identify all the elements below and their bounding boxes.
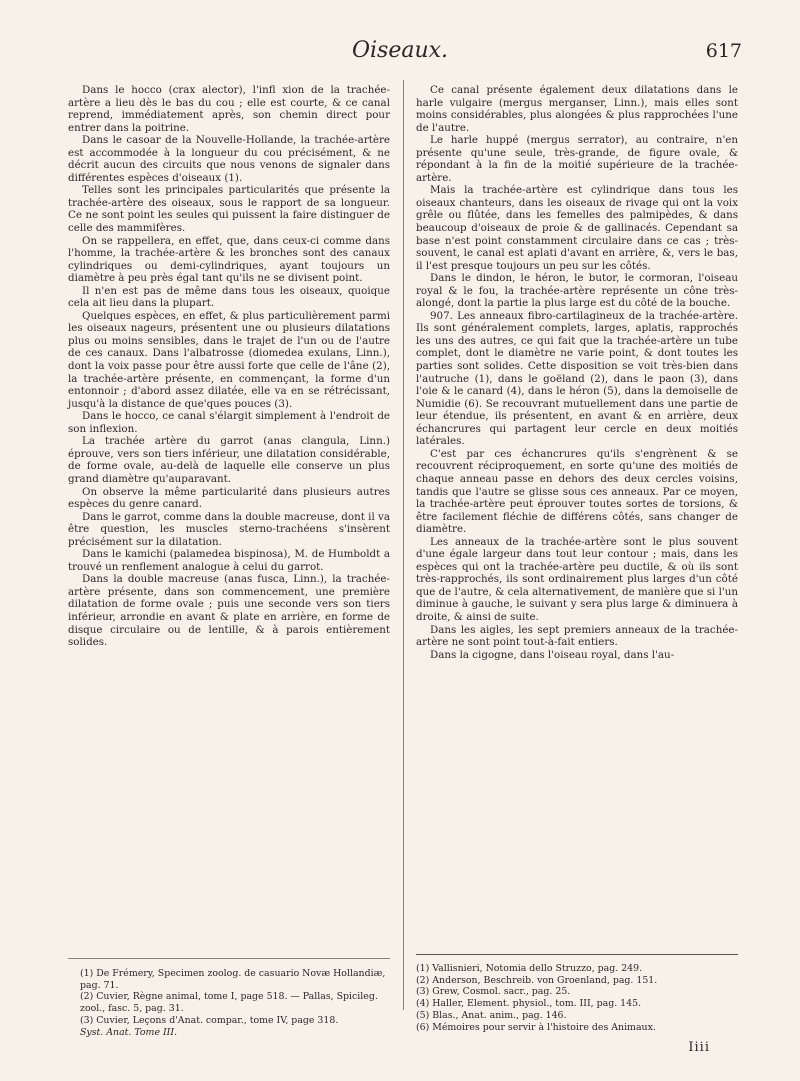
paragraph: Dans le casoar de la Nouvelle-Hollande, la trachée-artère est accommodée à la longueur du cou précisément, & ne décrit aucun des circuits que nous venons de signaler dans différentes espèces d'oiseaux (1). bbox=[68, 134, 390, 184]
footnote-rule bbox=[416, 954, 738, 955]
footnote: (2) Anderson, Beschreib. von Groenland, pag. 151. bbox=[416, 974, 658, 986]
paragraph: Dans la cigogne, dans l'oiseau royal, dans l'au- bbox=[430, 648, 675, 661]
page-number: 617 bbox=[705, 40, 742, 62]
paragraph: Dans le garrot, comme dans la double macreuse, dont il va être question, les muscles sterno-trachéens s'insèrent précisément sur la dilatation. bbox=[68, 510, 390, 548]
page-title: Oiseaux. bbox=[351, 38, 449, 63]
footnote: (2) Cuvier, Règne animal, tome I, page 518. — Pallas, Spicileg. zool., fasc. 5, pag. 31. bbox=[80, 991, 378, 1015]
footnote-rule bbox=[68, 958, 390, 959]
paragraph: Dans le hocco (crax alector), l'infl xion de la trachée-artère a lieu dès le bas du cou ; elle est courte, & ce canal reprend, immédiatement après, son chemin direct pour entrer dans la poitrine. bbox=[68, 84, 390, 134]
paragraph: Dans le dindon, le héron, le butor, le cormoran, l'oiseau royal & le fou, la trachée-artère représente un cône très-alongé, dont la partie la plus large est du côté de la bouche. bbox=[416, 272, 738, 310]
paragraph: Dans les aigles, les sept premiers anneaux de la trachée-artère ne sont point tout-à-fait entiers. bbox=[416, 623, 738, 649]
paragraph: Quelques espèces, en effet, & plus particulièrement parmi les oiseaux nageurs, présentent une ou plusieurs dilatations plus ou moins sensibles, dans le trajet de l'un ou de l'autre de ces canaux. Dans l'albatrosse (diomedea exulans, Linn.), dont la voix passe pour être aussi forte que celle de l'âne (2), la trachée-artère présente, en commençant, la forme d'un entonnoir ; d'abord assez dilatée, elle va en se rétrécissant, jusqu'à la distance de que'ques pouces (3). bbox=[68, 309, 390, 410]
gathering-signature: Iiii bbox=[688, 1040, 710, 1055]
paragraph: On se rappellera, en effet, que, dans ceux-ci comme dans l'homme, la trachée-artère & les bronches sont des canaux cylindriques ou demi-cylindriques, ayant toujours un diamètre à peu près égal tant qu'ils ne se divisent point. bbox=[68, 234, 390, 285]
footnote: (1) De Frémery, Specimen zoolog. de casuario Novæ Hollandiæ, pag. 71. bbox=[80, 968, 386, 991]
right-column bbox=[416, 84, 738, 661]
paragraph: Dans le kamichi (palamedea bispinosa), M. de Humboldt a trouvé un renflement analogue à celui du garrot. bbox=[68, 548, 390, 573]
section-paragraph: 907. Les anneaux fibro-cartilagineux de la trachée-artère. Ils sont généralement complets, larges, aplatis, rapprochés les uns des autres, ce qui fait que la trachée-artère un tube complet, dont le diamètre ne varie point, & dont toutes les parties sont solides. Cette disposition se voit très-bien dans l'autruche (1), dans le goëland (2), dans le paon (3), dans l'oie & le canard (4), dans le héron (5), dans la demoiselle de Numidie (6). Se recouvrant mutuellement dans une partie de leur étendue, ils présentent, en avant & en arrière, deux échancrures qui partagent leur cercle en deux moitiés latérales. bbox=[416, 309, 738, 448]
paragraph: On observe la même particularité dans plusieurs autres espèces du genre canard. bbox=[68, 485, 390, 511]
footnote: (1) Vallisnieri, Notomia dello Struzzo, pag. 249. bbox=[416, 963, 643, 974]
paragraph: Il n'en est pas de même dans tous les oiseaux, quoique cela ait lieu dans la plupart. bbox=[68, 284, 390, 310]
left-footnotes bbox=[68, 968, 390, 1038]
paragraph: Mais la trachée-artère est cylindrique dans tous les oiseaux chanteurs, dans les oiseaux de rivage qui ont la voix grêle ou flûtée, dans les femelles des palmipèdes, & dans beaucoup d'oiseaux de proie & de gallinacés. Cependant sa base n'est point constamment circulaire dans ce cas ; très-souvent, le canal est aplati d'avant en arrière, &, vers le bas, il l'est presque toujours un peu sur les côtés. bbox=[416, 184, 738, 272]
column-divider bbox=[403, 80, 404, 1010]
paragraph: C'est par ces échancrures qu'ils s'engrènent & se recouvrent réciproquement, en sorte qu'une des moitiés de chaque anneau passe en dehors des deux cercles voisins, tandis que l'autre se glisse sous ces anneaux. Par ce moyen, la trachée-artère peut éprouver toutes sortes de torsions, & être facilement fléchie de différens côtés, sans changer de diamètre. bbox=[416, 447, 738, 536]
paragraph: Telles sont les principales particularités que présente la trachée-artère des oiseaux, sous le rapport de sa longueur. Ce ne sont point les seules qui puissent la faire distinguer de celle des mammifères. bbox=[68, 184, 390, 235]
footnote: (5) Blas., Anat. anim., pag. 146. bbox=[416, 1009, 567, 1021]
paragraph: Les anneaux de la trachée-artère sont le plus souvent d'une égale largeur dans tout leur contour ; mais, dans les espèces qui ont la trachée-artère peu ductile, & où ils sont très-rapprochés, ils sont ordinairement plus larges d'un côté que de l'autre, & cela alternativement, de manière que si l'un diminue à gauche, le suivant y sera plus large & diminuera à droite, & ainsi de suite. bbox=[416, 535, 739, 623]
volume-signature: Syst. Anat. Tome III. bbox=[80, 1026, 178, 1038]
paragraph: La trachée artère du garrot (anas clangula, Linn.) éprouve, vers son tiers inférieur, une dilatation considérable, de forme ovale, au-delà de laquelle elle conserve un plus grand diamètre qu'auparavant. bbox=[68, 435, 390, 485]
left-column bbox=[68, 84, 390, 649]
paragraph: Le harle huppé (mergus serrator), au contraire, n'en présente qu'une seule, très-grande, de figure ovale, & répondant à la fin de la moitié supérieure de la trachée-artère. bbox=[416, 134, 738, 184]
footnote: (6) Mémoires pour servir à l'histoire des Animaux. bbox=[416, 1021, 656, 1033]
paragraph: Dans la double macreuse (anas fusca, Linn.), la trachée-artère présente, dans son commencement, une première dilatation de forme ovale ; puis une seconde vers son tiers inférieur, arrondie en avant & plate en arrière, en forme de disque circulaire ou de lentille, & à parois entièrement solides. bbox=[68, 573, 390, 649]
paragraph: Dans le hocco, ce canal s'élargit simplement à l'endroit de son inflexion. bbox=[68, 410, 390, 435]
paragraph: Ce canal présente également deux dilatations dans le harle vulgaire (mergus merganser, Linn.), mais elles sont moins considérables, plus alongées & plus rapprochées l'une de l'autre. bbox=[416, 84, 738, 134]
footnote: (4) Haller, Element. physiol., tom. III, pag. 145. bbox=[416, 998, 642, 1010]
footnote: (3) Grew, Cosmol. sacr., pag. 25. bbox=[416, 986, 571, 998]
footnote: (3) Cuvier, Leçons d'Anat. compar., tome IV, page 318. bbox=[80, 1014, 339, 1026]
right-footnotes bbox=[416, 963, 738, 1033]
running-head bbox=[0, 38, 800, 68]
